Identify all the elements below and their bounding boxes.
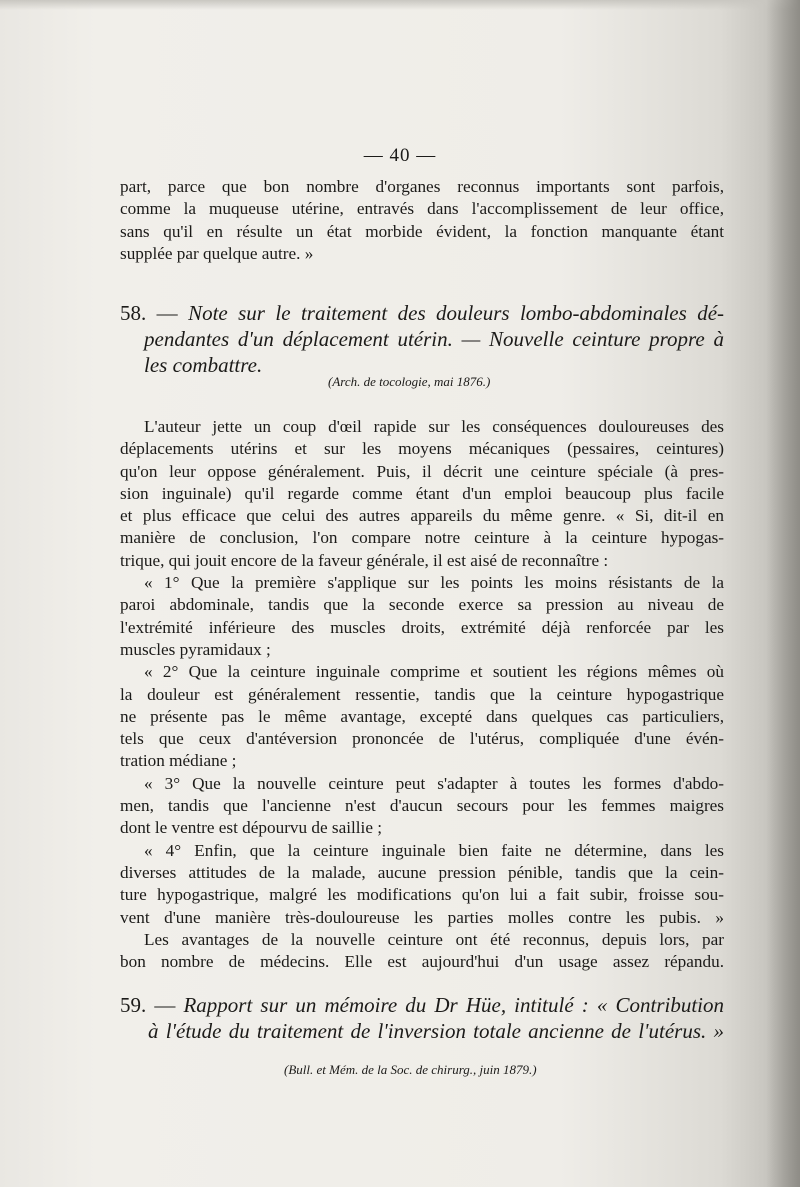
entry-58-body (120, 416, 724, 973)
entry-58-title-line: les combattre. (144, 353, 263, 377)
text-line: la douleur est généralement ressentie, tandis que la ceinture hypogastrique (120, 684, 724, 704)
text-line: et plus efficace que celui des autres appareils du même genre. « Si, dit-il en (120, 506, 724, 526)
text-line: L'auteur jette un coup d'œil rapide sur les conséquences douloureuses des (144, 417, 724, 436)
text-line: manière de conclusion, l'on compare notre ceinture à la ceinture hypogas- (120, 528, 724, 548)
text-line: sion inguinale) qu'il regarde comme étant d'un emploi beaucoup plus facile (120, 483, 724, 503)
text-line: déplacements utérins et sur les moyens mécaniques (pessaires, ceintures) (120, 439, 724, 459)
text-line: men, tandis que l'ancienne n'est d'aucun secours pour les femmes maigres (120, 796, 724, 816)
entry-59-number: 59. — (120, 993, 176, 1017)
entry-58-title-line: pendantes d'un déplacement utérin. — Nouvelle ceinture propre à (144, 327, 724, 351)
text-line: « 3° Que la nouvelle ceinture peut s'adapter à toutes les formes d'abdo- (144, 773, 724, 793)
entry-58-title (120, 300, 724, 378)
text-line: Les avantages de la nouvelle ceinture ont été reconnus, depuis lors, par (144, 929, 724, 949)
entry-59-title-line: à l'étude du traitement de l'inversion totale ancienne de l'utérus. » (148, 1019, 724, 1043)
text-line: vent d'une manière très-douloureuse les parties molles contre les pubis. » (120, 907, 724, 927)
text-line: muscles pyramidaux ; (120, 639, 271, 659)
entry-58-title-line: Note sur le traitement des douleurs lombo-abdominales dé- (188, 301, 725, 325)
text-line: qu'on leur oppose généralement. Puis, il décrit une ceinture spéciale (à pres- (120, 461, 724, 481)
text-line: part, parce que bon nombre d'organes reconnus importants sont parfois, (120, 177, 724, 196)
entry-59-title (120, 992, 724, 1044)
page-number: — 40 — (363, 145, 437, 166)
entry-59-title-line: Rapport sur un mémoire du Dr Hüe, intitulé : « Contribution (183, 993, 724, 1017)
text-line: « 2° Que la ceinture inguinale comprime et soutient les régions mêmes où (144, 662, 724, 682)
paragraph-top (120, 176, 724, 265)
entry-58-number: 58. — (120, 301, 178, 325)
page-shadow-right (766, 0, 800, 1187)
text-line: tration médiane ; (120, 751, 237, 771)
text-line: tels que ceux d'antéversion prononcée de l'utérus, compliquée d'une évén- (120, 729, 724, 749)
text-line: « 1° Que la première s'applique sur les points les moins résistants de la (144, 573, 724, 593)
text-line: ne présente pas le même avantage, excepté dans quelques cas particuliers, (120, 706, 724, 726)
page-shadow-top (0, 0, 800, 10)
entry-59-source: (Bull. et Mém. de la Soc. de chirurg., juin 1879.) (284, 1062, 537, 1077)
text-line: « 4° Enfin, que la ceinture inguinale bien faite ne détermine, dans les (144, 840, 724, 860)
text-line: diverses attitudes de la malade, aucune pression pénible, tandis que la cein- (120, 862, 724, 882)
text-line: comme la muqueuse utérine, entravés dans l'accomplissement de leur office, (120, 199, 724, 219)
text-line: dont le ventre est dépourvu de saillie ; (120, 818, 383, 838)
text-line: ture hypogastrique, malgré les modifications qu'on lui a fait subir, froisse sou- (120, 885, 724, 905)
text-line: l'extrémité inférieure des muscles droits, extrémité déjà renforcée par les (120, 617, 724, 637)
text-line: bon nombre de médecins. Elle est aujourd'hui d'un usage assez répandu. (120, 952, 724, 972)
entry-58-source: (Arch. de tocologie, mai 1876.) (328, 374, 491, 389)
text-line: supplée par quelque autre. » (120, 243, 314, 263)
text-line: trique, qui jouit encore de la faveur générale, il est aisé de reconnaître : (120, 550, 609, 570)
text-line: paroi abdominale, tandis que la seconde exerce sa pression au niveau de (120, 595, 724, 615)
text-line: sans qu'il en résulte un état morbide évident, la fonction manquante étant (120, 221, 724, 241)
